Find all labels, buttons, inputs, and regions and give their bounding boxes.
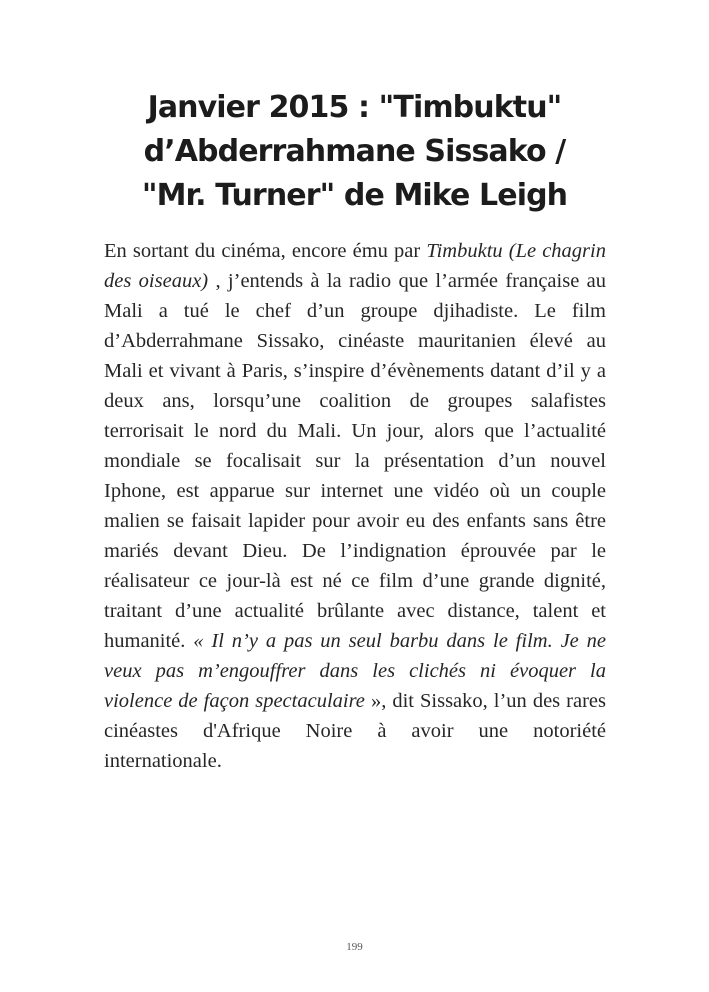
article-paragraph (104, 236, 606, 776)
title-line-2: d’Abderrahmane Sissako / (143, 134, 566, 169)
title-line-3: "Mr. Turner" de Mike Leigh (141, 178, 568, 213)
page-number: 199 (346, 941, 363, 953)
paragraph-body: , j’entends à la radio que l’armée française au Mali a tué le chef d’un groupe djihadiste. Le film d’Abderrahmane Sissako, cinéaste mauritanien élevé au Mali et vivant à Paris, s’inspire d’évènements datant d’il y a deux ans, lorsqu’une coalition de groupes salafistes terrorisait le nord du Mali. Un jour, alors que l’actualité mondiale se focalisait sur la présentation d’un nouvel Iphone, est apparue sur internet une vidéo où un couple malien se faisait lapider pour avoir eu des enfants sans être mariés devant Dieu. De l’indignation éprouvée par le réalisateur ce jour-là est né ce film d’une grande dignité, traitant d’une actualité brûlante avec distance, talent et humanité. (104, 270, 606, 652)
title-line-1: Janvier 2015 : "Timbuktu" (147, 90, 562, 125)
director-quote: « Il n’y a pas un seul barbu dans le film. Je ne veux pas m’engouffrer dans les clichés ni évoquer la violence de façon spectaculaire (104, 630, 606, 712)
paragraph-outro: », dit Sissako, l’un des rares cinéastes d'Afrique Noire à avoir une notoriété internationale. (104, 690, 606, 772)
page-title (60, 86, 649, 218)
film-title: Timbuktu (Le chagrin des oiseaux) (104, 240, 606, 292)
paragraph-intro: En sortant du cinéma, encore ému par (104, 240, 427, 262)
